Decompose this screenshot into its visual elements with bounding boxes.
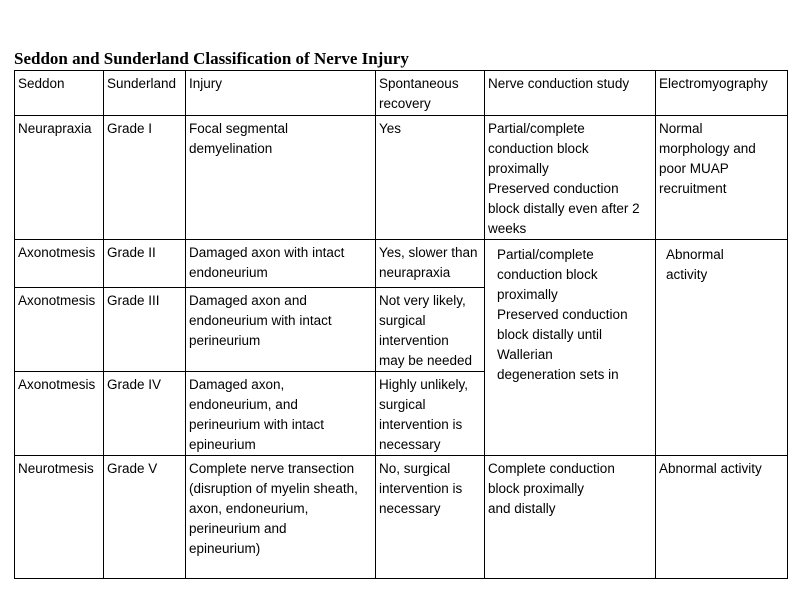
cell-injury: Focal segmental demyelination (186, 116, 376, 240)
cell-sunderland: Grade IV (104, 372, 186, 456)
cell-electromyography: Abnormal activity (656, 456, 788, 579)
cell-injury: Damaged axon with intact endoneurium (186, 240, 376, 288)
header-electromyography: Electromyography (656, 71, 788, 116)
cell-nerve-conduction: Partial/complete conduction block proximally Preserved conduction block distally even after 2 weeks (485, 116, 656, 240)
header-spontaneous-recovery: Spontaneous recovery (376, 71, 485, 116)
cell-nerve-conduction-axonotmesis: Partial/complete conduction block proximally Preserved conduction block distally until Wallerian degeneration sets in (485, 240, 656, 456)
header-sunderland: Sunderland (104, 71, 186, 116)
cell-sunderland: Grade III (104, 288, 186, 372)
cell-recovery: No, surgical intervention is necessary (376, 456, 485, 579)
cell-seddon: Axonotmesis (15, 240, 104, 288)
cell-seddon: Neurapraxia (15, 116, 104, 240)
table-header-row (15, 71, 788, 116)
table-row-grade-2 (15, 240, 788, 288)
table-row-grade-1 (15, 116, 788, 240)
header-injury: Injury (186, 71, 376, 116)
cell-sunderland: Grade II (104, 240, 186, 288)
cell-sunderland: Grade V (104, 456, 186, 579)
classification-table (14, 70, 788, 579)
cell-seddon: Neurotmesis (15, 456, 104, 579)
header-nerve-conduction-study: Nerve conduction study (485, 71, 656, 116)
table-row-grade-5 (15, 456, 788, 579)
cell-injury: Damaged axon, endoneurium, and perineurium with intact epineurium (186, 372, 376, 456)
cell-injury: Complete nerve transection (disruption of myelin sheath, axon, endoneurium, perineurium and epineurium) (186, 456, 376, 579)
cell-electromyography-axonotmesis: Abnormal activity (656, 240, 788, 456)
cell-nerve-conduction: Complete conduction block proximally and distally (485, 456, 656, 579)
cell-injury: Damaged axon and endoneurium with intact perineurium (186, 288, 376, 372)
cell-recovery: Yes (376, 116, 485, 240)
page-title: Seddon and Sunderland Classification of Nerve Injury (14, 49, 409, 68)
cell-recovery: Not very likely, surgical intervention may be needed (376, 288, 485, 372)
cell-recovery: Yes, slower than neurapraxia (376, 240, 485, 288)
cell-sunderland: Grade I (104, 116, 186, 240)
header-seddon: Seddon (15, 71, 104, 116)
cell-electromyography: Normal morphology and poor MUAP recruitment (656, 116, 788, 240)
cell-seddon: Axonotmesis (15, 372, 104, 456)
cell-seddon: Axonotmesis (15, 288, 104, 372)
cell-recovery: Highly unlikely, surgical intervention is necessary (376, 372, 485, 456)
